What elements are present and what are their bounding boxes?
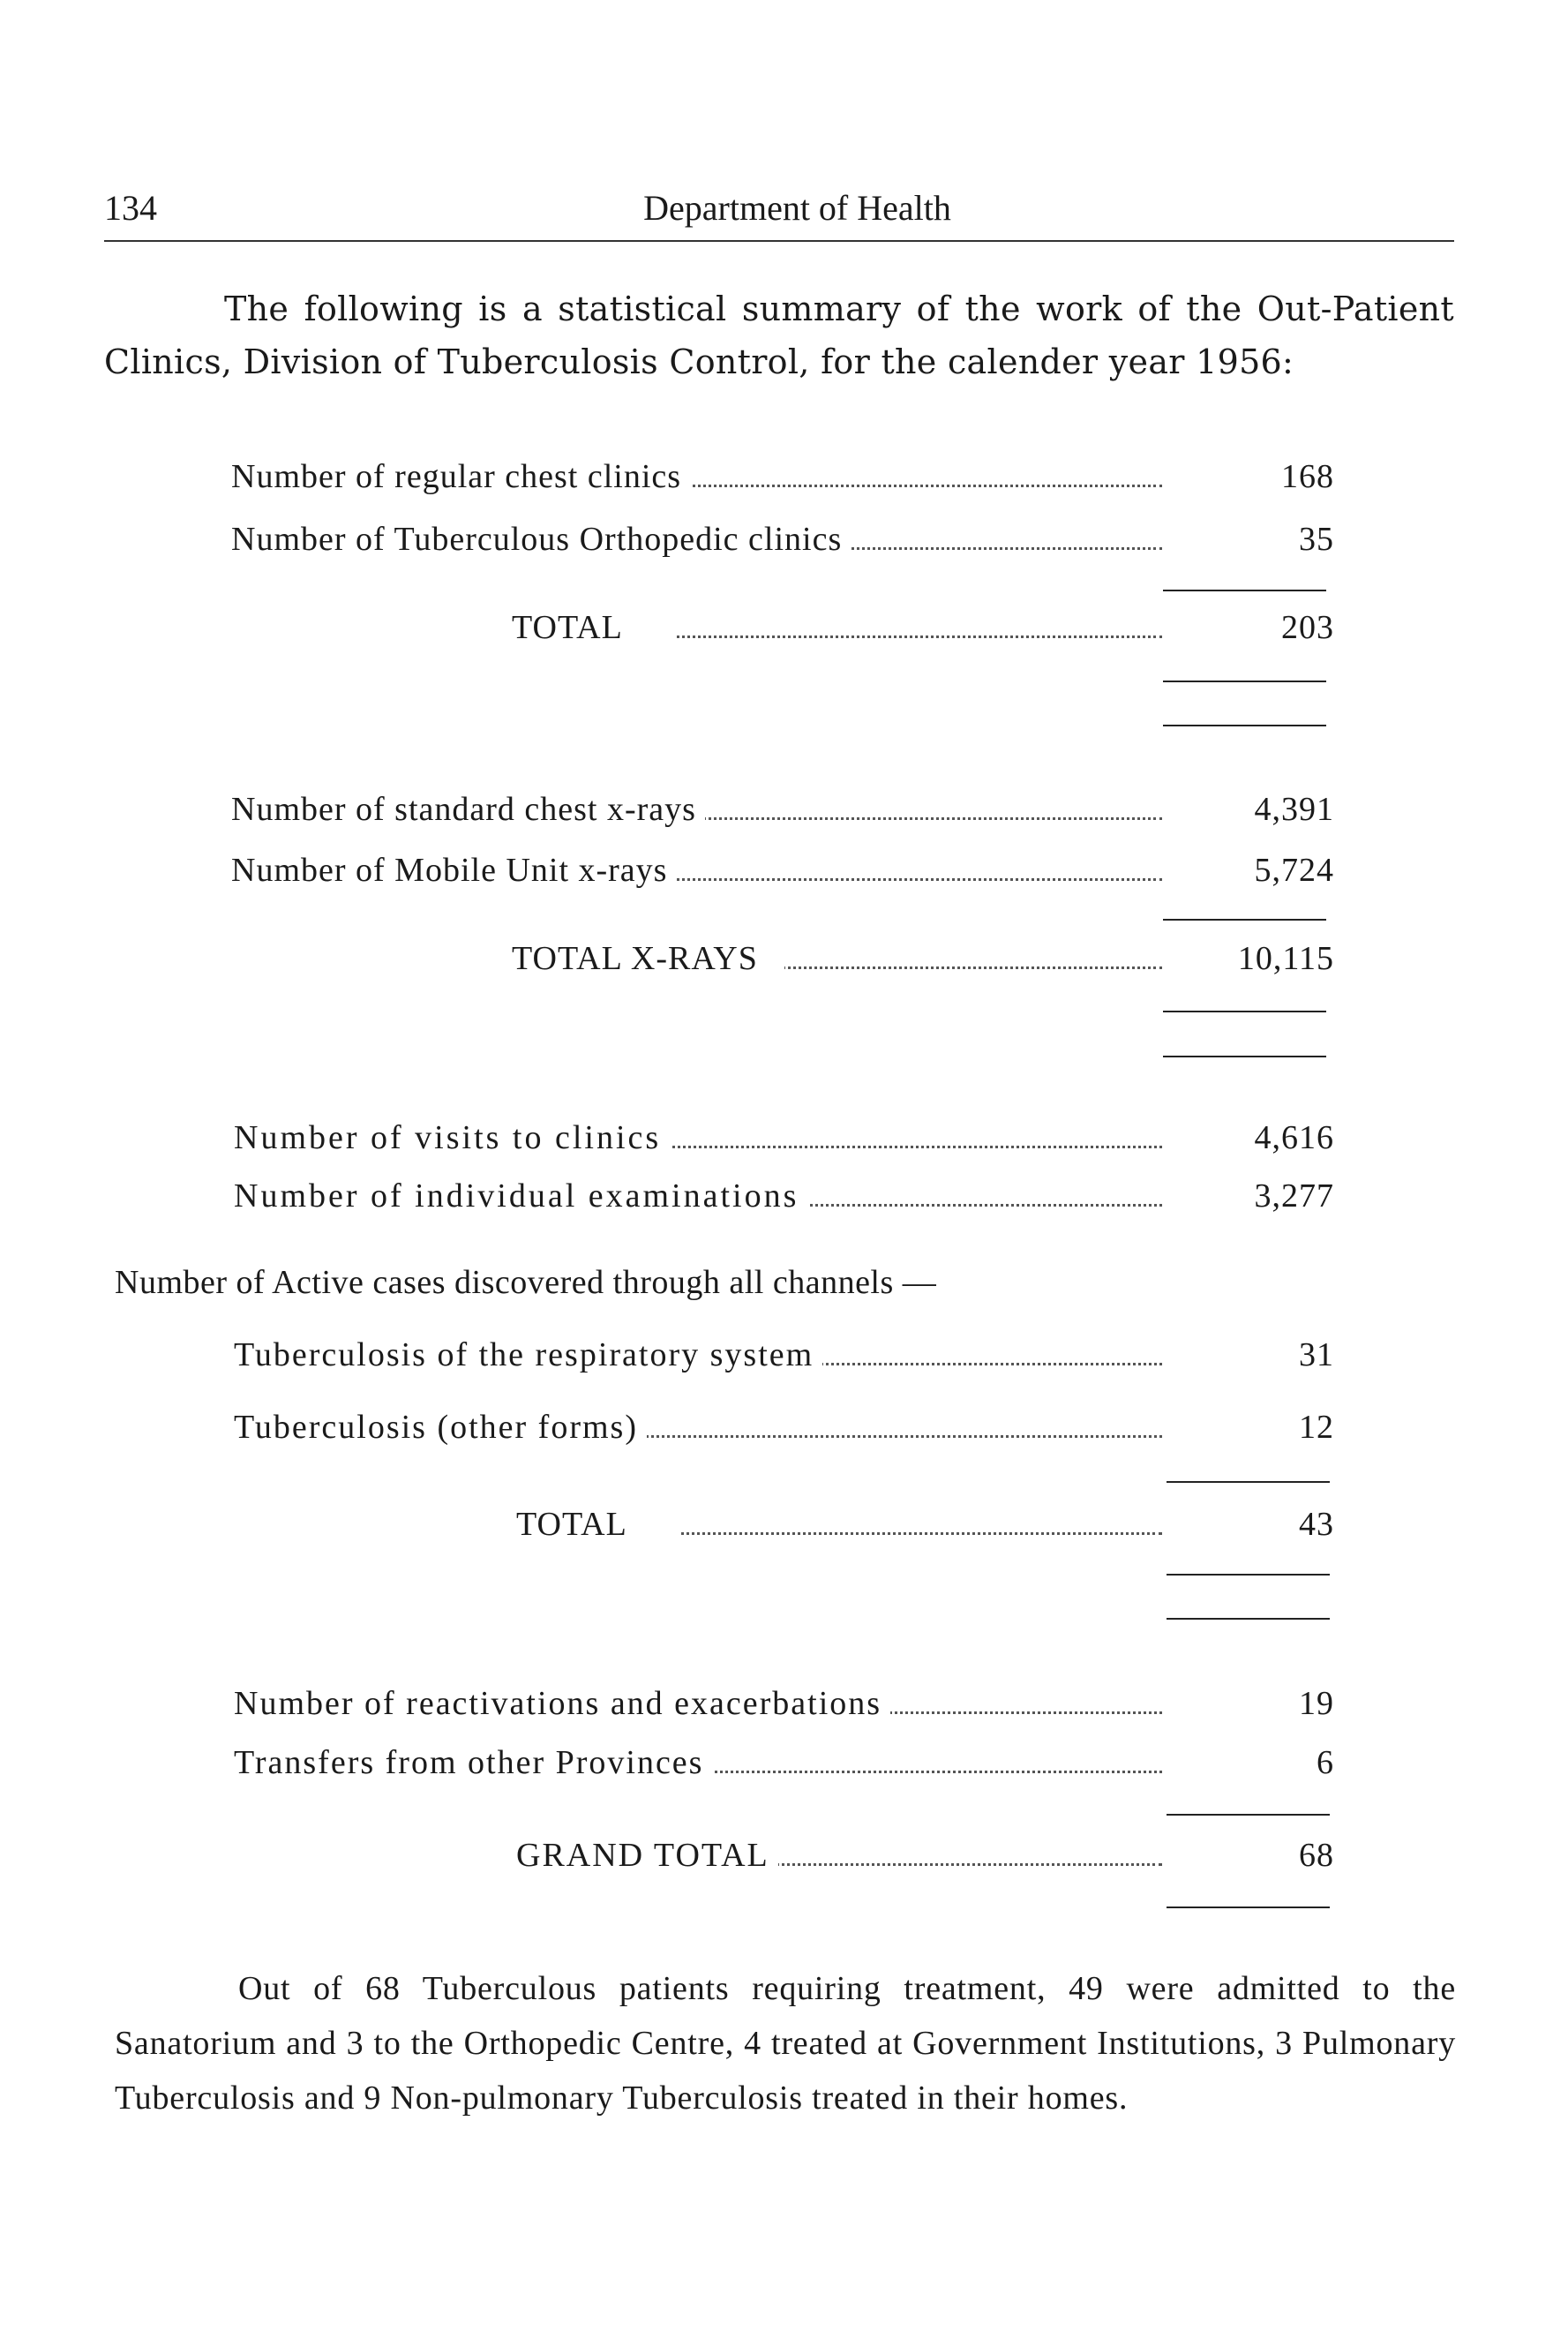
stat-row xyxy=(234,1333,1334,1377)
stat-row xyxy=(231,517,1334,561)
stat-value: 3,277 xyxy=(1254,1177,1334,1215)
stat-row xyxy=(234,1174,1334,1218)
running-title: Department of Health xyxy=(643,188,951,228)
header-rule xyxy=(104,240,1454,242)
total-row xyxy=(512,605,1334,650)
sum-rule xyxy=(1163,590,1326,591)
sum-rule xyxy=(1163,1011,1326,1012)
stat-label: Number of reactivations and exacerbations xyxy=(234,1681,890,1726)
total-value: 10,115 xyxy=(1237,940,1334,977)
total-value: 43 xyxy=(1299,1506,1334,1543)
stat-row xyxy=(231,848,1334,892)
stat-value: 6 xyxy=(1317,1744,1334,1781)
stat-value: 12 xyxy=(1299,1409,1334,1446)
stat-label: Tuberculosis of the respiratory system xyxy=(234,1333,822,1377)
grand-total-row xyxy=(516,1833,1334,1877)
stat-label: Number of Tuberculous Orthopedic clinics xyxy=(231,517,851,561)
stat-value: 35 xyxy=(1299,521,1334,558)
stat-value: 31 xyxy=(1299,1336,1334,1373)
stat-value: 168 xyxy=(1281,458,1334,495)
outro-paragraph: Out of 68 Tuberculous patients requiring treatment, 49 were admitted to the Sanatorium and 3 to the Orthopedic Centre, 4 treated at Government Institutions, 3 Pulmonary Tuberculosis and 9 Non-pulmonary Tuberculosis treated in their homes. xyxy=(115,1970,1456,2117)
intro-paragraph: The following is a statistical summary of the work of the Out-Patient Clinics, Division of Tuberculosis Control, for the calender year 1956: xyxy=(104,290,1454,381)
stat-value: 4,616 xyxy=(1254,1119,1334,1156)
stat-label: Number of individual examinations xyxy=(234,1174,807,1218)
stat-value: 5,724 xyxy=(1254,852,1334,889)
sum-rule xyxy=(1163,681,1326,682)
total-row xyxy=(516,1502,1334,1546)
stat-label: Tuberculosis (other forms) xyxy=(234,1405,647,1449)
section-heading: Number of Active cases discovered through all channels — xyxy=(115,1264,937,1301)
page-number: 134 xyxy=(104,188,157,228)
stat-value: 4,391 xyxy=(1254,791,1334,828)
stat-label: Transfers from other Provinces xyxy=(234,1741,712,1785)
stat-label: Number of regular chest clinics xyxy=(231,455,690,499)
total-value: 203 xyxy=(1281,609,1334,646)
sum-rule xyxy=(1163,725,1326,726)
total-label: TOTAL xyxy=(512,605,676,650)
stat-row xyxy=(234,1405,1334,1449)
grand-total-value: 68 xyxy=(1299,1837,1334,1874)
sum-rule xyxy=(1167,1574,1330,1576)
sum-rule xyxy=(1167,1907,1330,1908)
grand-total-label: GRAND TOTAL xyxy=(516,1833,778,1877)
stat-label: Number of visits to clinics xyxy=(234,1116,670,1160)
stat-value: 19 xyxy=(1299,1685,1334,1722)
stat-row xyxy=(234,1741,1334,1785)
sum-rule xyxy=(1163,919,1326,921)
sum-rule xyxy=(1167,1814,1330,1816)
sum-rule xyxy=(1167,1618,1330,1620)
stat-label: Number of standard chest x-rays xyxy=(231,787,705,831)
stat-row xyxy=(234,1116,1334,1160)
total-row xyxy=(512,936,1334,981)
stat-row xyxy=(234,1681,1334,1726)
stat-row xyxy=(231,455,1334,499)
total-label: TOTAL X-RAYS xyxy=(512,936,784,981)
total-label: TOTAL xyxy=(516,1502,680,1546)
stat-label: Number of Mobile Unit x-rays xyxy=(231,848,676,892)
sum-rule xyxy=(1163,1056,1326,1057)
stat-row xyxy=(231,787,1334,831)
sum-rule xyxy=(1167,1481,1330,1483)
